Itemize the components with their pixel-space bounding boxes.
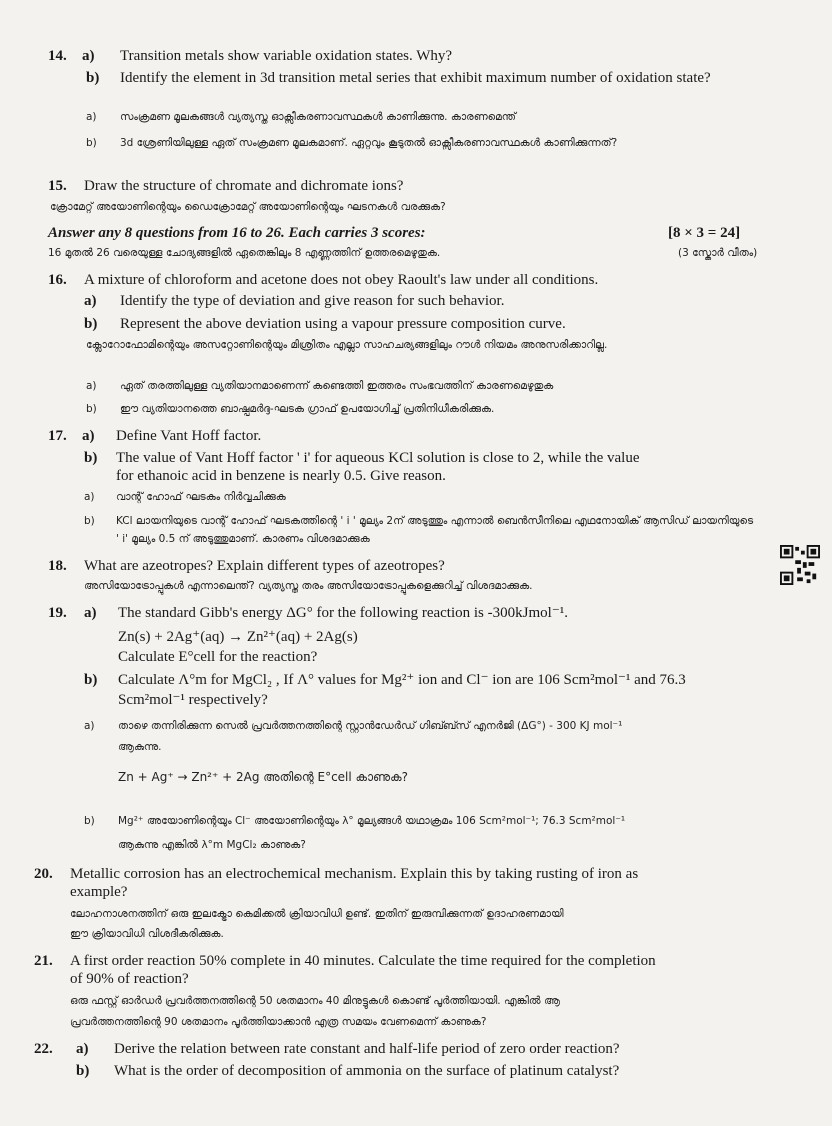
- malayalam-text: Mg²⁺ അയോണിന്റെയും Cl⁻ അയോണിന്റെയും λ° മൂല്യങ്ങൾ യഥാക്രമം 106 Scm²mol⁻¹; 76.3 Scm²mol⁻¹: [118, 815, 626, 827]
- sub-label: b): [84, 672, 98, 688]
- sub-label: a): [84, 720, 95, 732]
- question-text: Calculate Λ°m for MgCl₂ , If Λ° values for Mg²⁺ ion and Cl⁻ ion are 106 Scm²mol⁻¹ and 76.3: [118, 672, 686, 688]
- question-text: The standard Gibb's energy ΔG° for the following reaction is -300kJmol⁻¹.: [118, 605, 568, 621]
- malayalam-text: ആകുന്നു എങ്കിൽ λ°m MgCl₂ കാണുക?: [118, 839, 306, 851]
- malayalam-text: വാന്റ് ഹോഫ് ഘടകം നിർവ്വചിക്കുക: [116, 491, 286, 503]
- question-number: 17.: [48, 428, 67, 444]
- qr-code-icon: [779, 545, 821, 585]
- sub-label: b): [84, 815, 95, 827]
- sub-label: b): [86, 70, 100, 86]
- question-text: Metallic corrosion has an electrochemical mechanism. Explain this by taking rusting of iron as: [70, 866, 639, 882]
- question-text: A first order reaction 50% complete in 40 minutes. Calculate the time required for the completion: [70, 953, 656, 969]
- question-text: Draw the structure of chromate and dichromate ions?: [84, 178, 404, 194]
- reaction-equation: Zn(s) + 2Ag⁺(aq) → Zn²⁺(aq) + 2Ag(s): [118, 629, 358, 645]
- sub-label: a): [84, 605, 97, 621]
- malayalam-text: അസിയോട്രോപ്പുകൾ എന്നാലെന്ത്? വ്യത്യസ്ത തരം അസിയോട്രോപ്പുകളെക്കുറിച്ച് വിശദമാക്കുക.: [84, 580, 533, 592]
- malayalam-text: ആകുന്നു.: [118, 741, 162, 753]
- question-text: for ethanoic acid in benzene is nearly 0.5. Give reason.: [116, 468, 446, 484]
- sub-label: a): [86, 111, 97, 123]
- question-text: The value of Vant Hoff factor ' i' for aqueous KCl solution is close to 2, while the value: [116, 450, 640, 466]
- question-text: A mixture of chloroform and acetone does not obey Raoult's law under all conditions.: [84, 272, 599, 288]
- question-number: 16.: [48, 272, 67, 288]
- question-text: Transition metals show variable oxidation states. Why?: [120, 48, 453, 64]
- question-text: example?: [70, 884, 128, 900]
- reaction-equation: Zn + Ag⁺ → Zn²⁺ + 2Ag അതിന്റെ E°cell കാണുക?: [118, 770, 408, 784]
- sub-label: b): [84, 515, 95, 527]
- sub-label: b): [84, 316, 98, 332]
- question-number: 18.: [48, 558, 67, 574]
- question-text: What are azeotropes? Explain different types of azeotropes?: [84, 558, 445, 574]
- question-text: of 90% of reaction?: [70, 971, 189, 987]
- malayalam-text: പ്രവർത്തനത്തിന്റെ 90 ശതമാനം പൂർത്തിയാക്കാൻ എത്ര സമയം വേണമെന്ന് കാണുക?: [70, 1016, 487, 1028]
- question-number: 20.: [34, 866, 53, 882]
- question-text: What is the order of decomposition of ammonia on the surface of platinum catalyst?: [114, 1063, 620, 1079]
- sub-label: b): [84, 450, 98, 466]
- malayalam-text: 3d ശ്രേണിയിലുള്ള ഏത് സംക്രമണ മൂലകമാണ്. ഏറ്റവും കൂടുതൽ ഓക്സീകരണാവസ്ഥകൾ കാണിക്കുന്നത്?: [120, 137, 618, 149]
- malayalam-text: ഏത് തരത്തിലുള്ള വ്യതിയാനമാണെന്ന് കണ്ടെത്തി ഇത്തരം സംഭവത്തിന് കാരണമെഴുതുക: [120, 380, 554, 392]
- question-number: 19.: [48, 605, 67, 621]
- instruction-text: Answer any 8 questions from 16 to 26. Each carries 3 scores:: [48, 225, 426, 241]
- malayalam-text: ഒരു ഫസ്റ്റ് ഓർഡർ പ്രവർത്തനത്തിന്റെ 50 ശതമാനം 40 മിനുട്ടുകൾ കൊണ്ട് പൂർത്തിയായി. എങ്കിൽ ആ: [70, 995, 560, 1007]
- sub-label: b): [76, 1063, 90, 1079]
- sub-label: a): [84, 491, 95, 503]
- malayalam-text: ലോഹനാശനത്തിന് ഒരു ഇലക്ട്രോ കെമിക്കൽ ക്രിയാവിധി ഉണ്ട്. ഇതിന് ഇരുമ്പിക്കുന്നത് ഉദാഹരണമായി: [70, 908, 564, 920]
- question-text: Scm²mol⁻¹ respectively?: [118, 692, 268, 708]
- malayalam-text: സംക്രമണ മൂലകങ്ങൾ വ്യത്യസ്ത ഓക്സീകരണാവസ്ഥകൾ കാണിക്കുന്നു. കാരണമെന്ത്: [120, 111, 516, 123]
- sub-label: b): [86, 403, 97, 415]
- malayalam-text: ഈ ക്രിയാവിധി വിശദീകരിക്കുക.: [70, 928, 224, 940]
- sub-label: a): [82, 428, 95, 444]
- sub-label: b): [86, 137, 97, 149]
- sub-label: a): [84, 293, 97, 309]
- malayalam-text: ക്ലോറോഫോമിന്റെയും അസറ്റോണിന്റെയും മിശ്രിതം എല്ലാ സാഹചര്യങ്ങളിലും റൗൾ നിയമം അനുസരിക്കാറില്ല.: [86, 339, 608, 351]
- question-text: Calculate E°cell for the reaction?: [118, 649, 318, 665]
- sub-label: a): [76, 1041, 89, 1057]
- question-text: Represent the above deviation using a vapour pressure composition curve.: [120, 316, 566, 332]
- question-number: 14.: [48, 48, 67, 64]
- question-text: Derive the relation between rate constant and half-life period of zero order reaction?: [114, 1041, 620, 1057]
- marks-text: [8 × 3 = 24]: [668, 225, 741, 241]
- question-number: 22.: [34, 1041, 53, 1057]
- question-text: Define Vant Hoff factor.: [116, 428, 262, 444]
- malayalam-instruction: 16 മുതൽ 26 വരെയുള്ള ചോദ്യങ്ങളിൽ ഏതെങ്കിലും 8 എണ്ണത്തിന് ഉത്തരമെഴുതുക.: [48, 247, 441, 259]
- malayalam-text: KCl ലായനിയുടെ വാന്റ് ഹോഫ് ഘടകത്തിന്റെ ' i ' മൂല്യം 2ന് അടുത്തും എന്നാൽ ബെൻസീനിലെ എഥനോയിക് ആസിഡ് ലായനിയുടെ ' i' മൂല്യം 0.5 ന് അടുത്തുമാണ്. കാരണം വിശദമാക്കുക: [116, 515, 754, 545]
- question-text: Identify the type of deviation and give reason for such behavior.: [120, 293, 505, 309]
- malayalam-text: ഈ വ്യതിയാനത്തെ ബാഷ്പമർദ്ദ-ഘടക ഗ്രാഫ് ഉപയോഗിച്ച് പ്രതിനിധീകരിക്കുക.: [120, 403, 495, 415]
- question-number: 21.: [34, 953, 53, 969]
- question-number: 15.: [48, 178, 67, 194]
- malayalam-text: താഴെ തന്നിരിക്കുന്ന സെൽ പ്രവർത്തനത്തിന്റെ സ്റ്റാൻഡേർഡ് ഗിബ്ബ്സ് എനർജി (ΔG°) - 300 KJ mol⁻¹: [118, 720, 623, 732]
- malayalam-text: ക്രോമേറ്റ് അയോണിന്റെയും ഡൈക്രോമേറ്റ് അയോണിന്റെയും ഘടനകൾ വരക്കുക?: [50, 201, 446, 213]
- sub-label: a): [86, 380, 97, 392]
- question-text: Identify the element in 3d transition metal series that exhibit maximum number of oxidation state?: [120, 70, 711, 86]
- malayalam-marks: (3 സ്കോർ വീതം): [678, 247, 758, 259]
- sub-label: a): [82, 48, 95, 64]
